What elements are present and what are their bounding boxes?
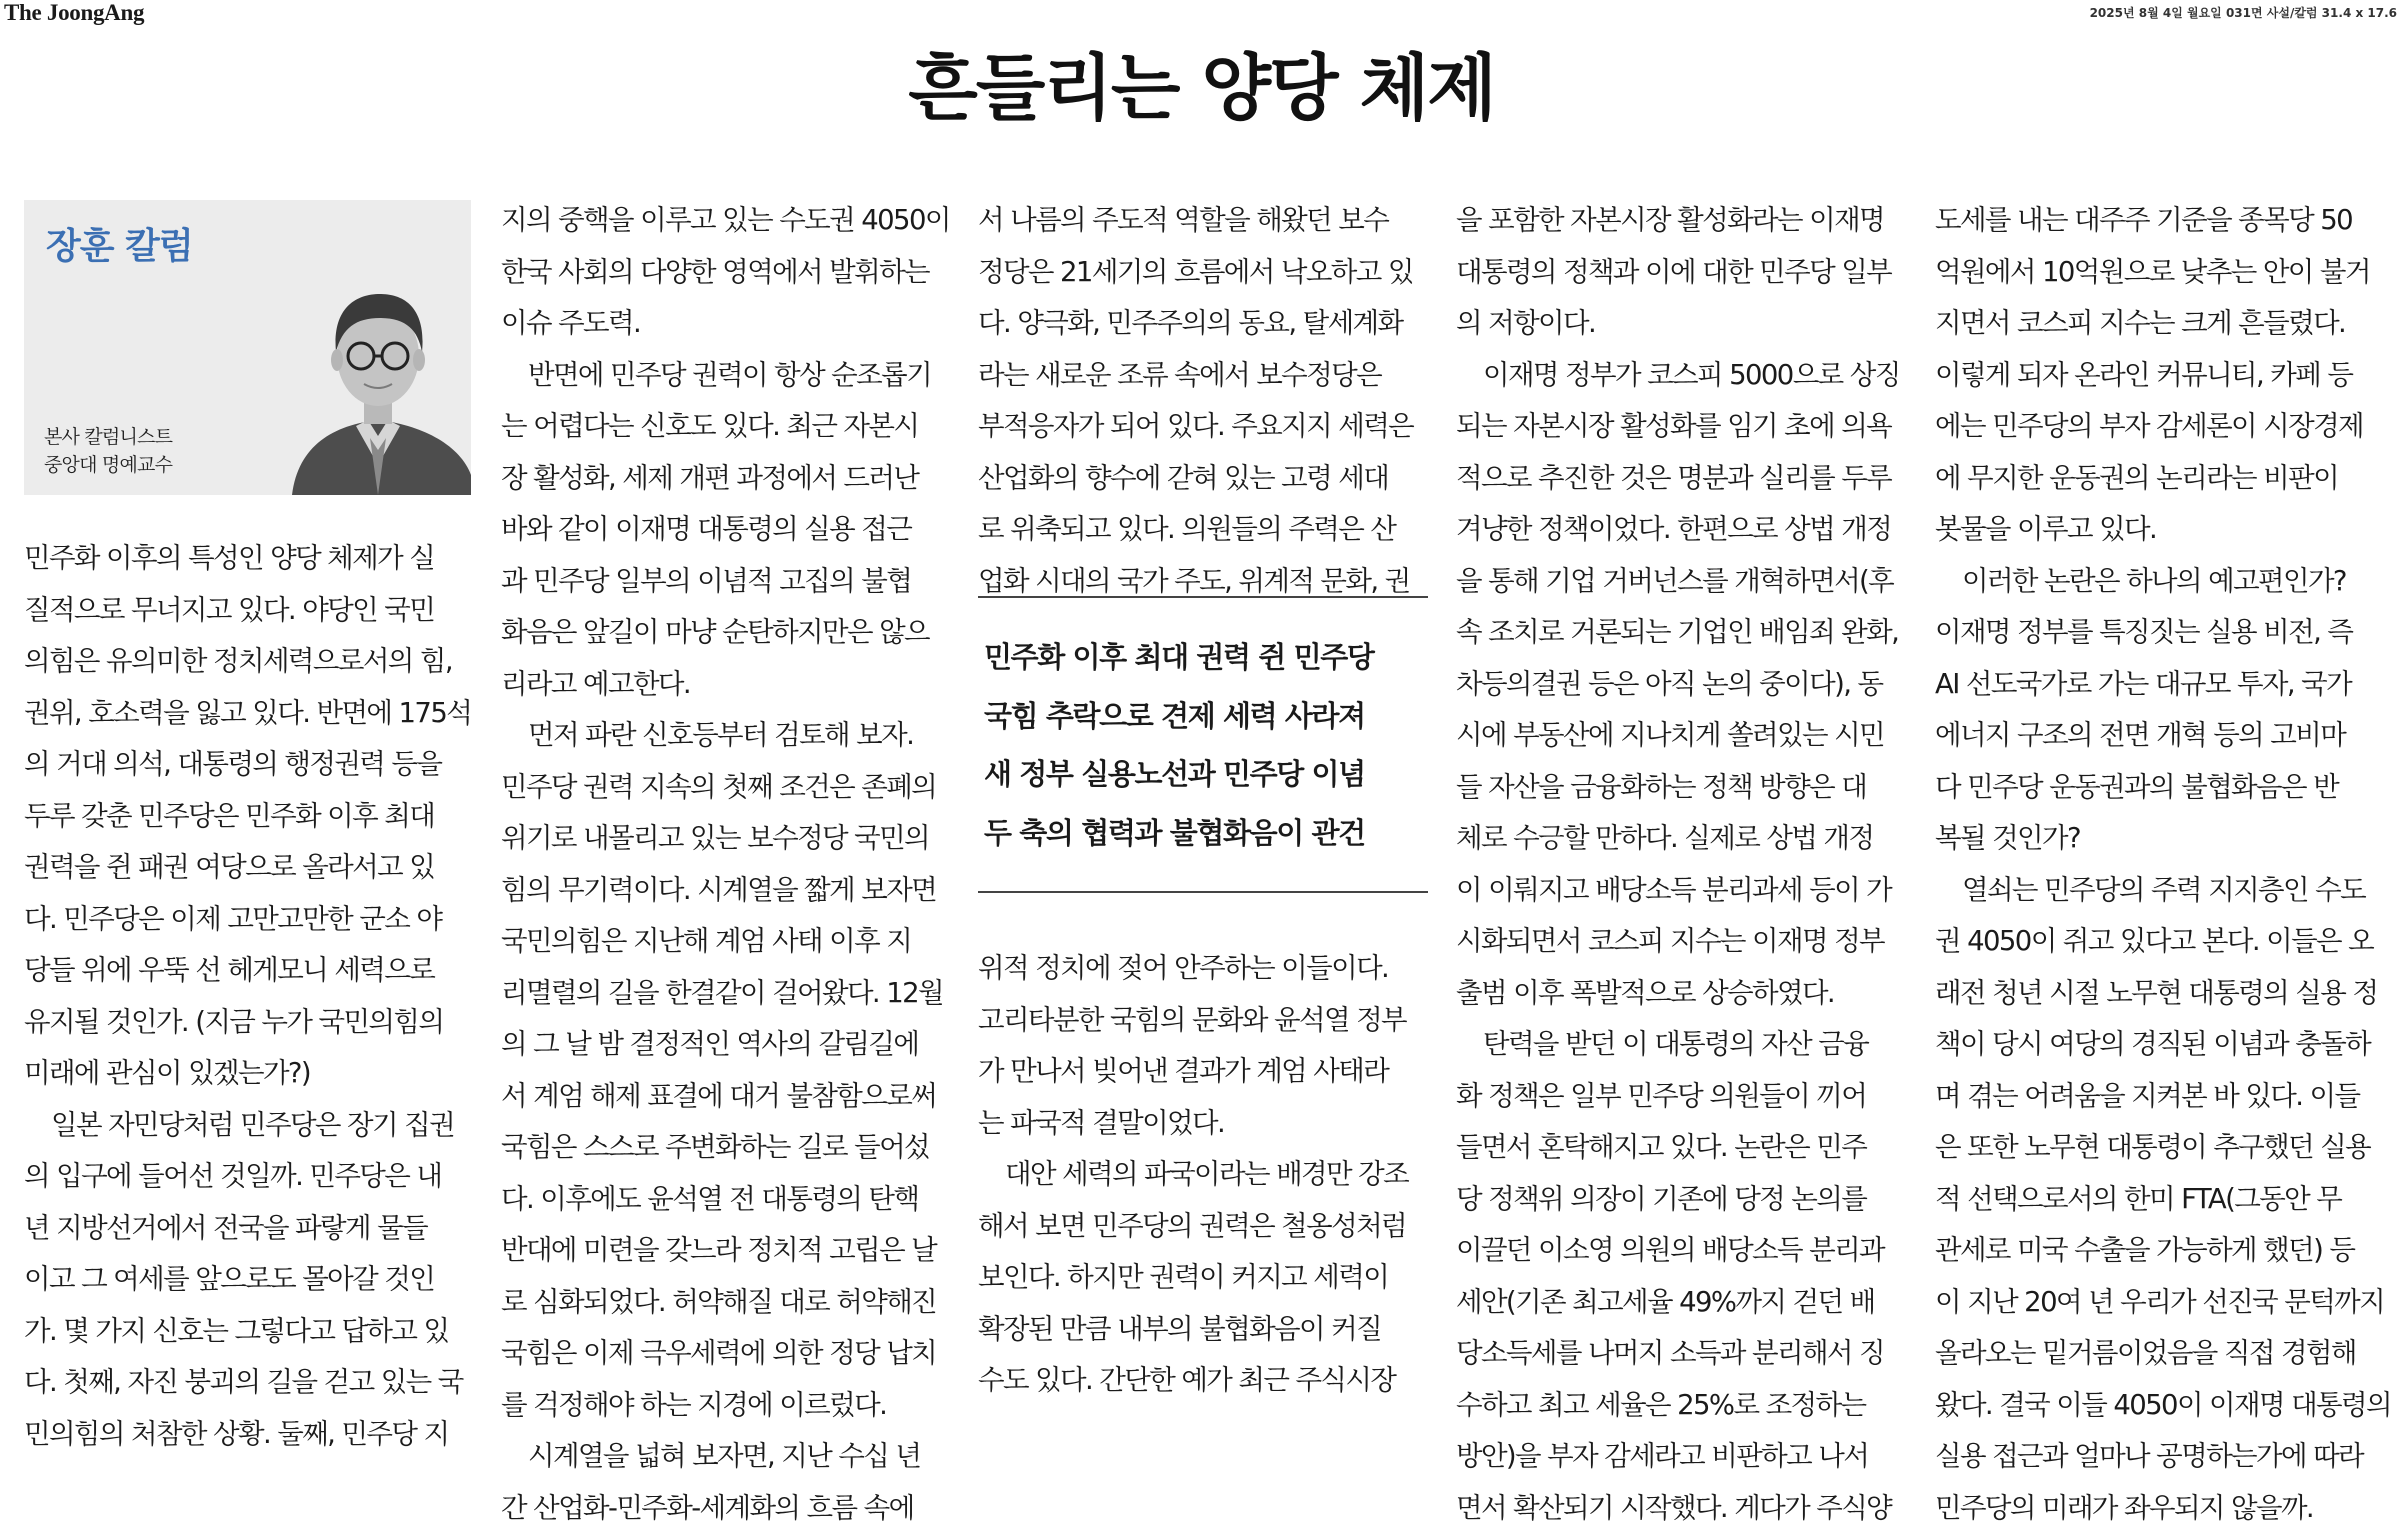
text-line: 복될 것인가?: [1935, 813, 2387, 865]
text-line: 지의 중핵을 이루고 있는 수도권 4050이: [501, 195, 953, 247]
text-line: 권위, 호소력을 잃고 있다. 반면에 175석: [24, 688, 474, 740]
text-line: 이슈 주도력.: [501, 298, 953, 350]
text-line: 적 선택으로서의 한미 FTA(그동안 무: [1935, 1174, 2387, 1226]
text-line: 방안)을 부자 감세라고 비판하고 나서: [1456, 1431, 1908, 1483]
text-line: 민의힘의 처참한 상황. 둘째, 민주당 지: [24, 1409, 474, 1461]
text-line: 위기로 내몰리고 있는 보수정당 국민의: [501, 813, 953, 865]
text-line: 들 자산을 금융화하는 정책 방향은 대: [1456, 762, 1908, 814]
text-line: 국힘은 이제 극우세력에 의한 정당 납치: [501, 1328, 953, 1380]
text-line: 에 무지한 운동권의 논리라는 비판이: [1935, 453, 2387, 505]
text-line: 서 계엄 해제 표결에 대거 불참함으로써: [501, 1071, 953, 1123]
text-line: 의힘은 유의미한 정치세력으로서의 힘,: [24, 636, 474, 688]
text-line: 권 4050이 쥐고 있다고 본다. 이들은 오: [1935, 916, 2387, 968]
text-line: 다. 양극화, 민주주의의 동요, 탈세계화: [978, 298, 1430, 350]
text-line: 대통령의 정책과 이에 대한 민주당 일부: [1456, 247, 1908, 299]
text-line: 로 위축되고 있다. 의원들의 주력은 산: [978, 504, 1430, 556]
text-line: 이고 그 여세를 앞으로도 몰아갈 것인: [24, 1254, 474, 1306]
text-line: 리멸렬의 길을 한결같이 걸어왔다. 12월: [501, 968, 953, 1020]
text-line: 세안(기존 최고세율 49%까지 걷던 배: [1456, 1277, 1908, 1329]
text-line: 의 거대 의석, 대통령의 행정권력 등을: [24, 739, 474, 791]
text-line: 이끌던 이소영 의원의 배당소득 분리과: [1456, 1225, 1908, 1277]
text-line: 시계열을 넓혀 보자면, 지난 수십 년: [501, 1431, 953, 1483]
text-line: 봇물을 이루고 있다.: [1935, 504, 2387, 556]
text-line: 의 저항이다.: [1456, 298, 1908, 350]
text-line: 억원에서 10억원으로 낮추는 안이 불거: [1935, 247, 2387, 299]
page-title: 흔들리는 양당 체제: [0, 38, 2403, 138]
text-line: 해서 보면 민주당의 권력은 철옹성처럼: [978, 1201, 1430, 1253]
article-column-2: [501, 195, 953, 1534]
text-line: 리라고 예고한다.: [501, 659, 953, 711]
text-line: 수하고 최고 세율은 25%로 조정하는: [1456, 1380, 1908, 1432]
text-line: 일본 자민당처럼 민주당은 장기 집권: [24, 1100, 474, 1152]
text-line: 차등의결권 등은 아직 논의 중이다), 동: [1456, 659, 1908, 711]
text-line: 에너지 구조의 전면 개혁 등의 고비마: [1935, 710, 2387, 762]
text-line: 두루 갖춘 민주당은 민주화 이후 최대: [24, 791, 474, 843]
text-line: 을 포함한 자본시장 활성화라는 이재명: [1456, 195, 1908, 247]
text-line: 미래에 관심이 있겠는가?): [24, 1048, 474, 1100]
text-line: 민주당 권력 지속의 첫째 조건은 존폐의: [501, 762, 953, 814]
text-line: 화음은 앞길이 마냥 순탄하지만은 않으: [501, 607, 953, 659]
pullquote-rule-top: [978, 596, 1428, 598]
pullquote-rule-bottom: [978, 891, 1428, 893]
text-line: 이재명 정부가 코스피 5000으로 상징: [1456, 350, 1908, 402]
text-line: 탄력을 받던 이 대통령의 자산 금융: [1456, 1019, 1908, 1071]
text-line: 힘의 무기력이다. 시계열을 짧게 보자면: [501, 865, 953, 917]
newspaper-logo: The JoongAng: [4, 0, 144, 26]
article-column-3-top: [978, 195, 1430, 607]
text-line: 국힘은 스스로 주변화하는 길로 들어섰: [501, 1122, 953, 1174]
article-column-5: [1935, 195, 2387, 1534]
text-line: 간 산업화-민주화-세계화의 흐름 속에: [501, 1483, 953, 1534]
pullquote-line: 국힘 추락으로 견제 세력 사라져: [984, 687, 1428, 746]
text-line: 고리타분한 국힘의 문화와 윤석열 정부: [978, 995, 1430, 1047]
text-line: 먼저 파란 신호등부터 검토해 보자.: [501, 710, 953, 762]
byline-box: [24, 200, 471, 495]
text-line: 지면서 코스피 지수는 크게 흔들렸다.: [1935, 298, 2387, 350]
pullquote-line: 두 축의 협력과 불협화음이 관건: [984, 804, 1428, 863]
text-line: AI 선도국가로 가는 대규모 투자, 국가: [1935, 659, 2387, 711]
text-line: 들면서 혼탁해지고 있다. 논란은 민주: [1456, 1122, 1908, 1174]
text-line: 보인다. 하지만 권력이 커지고 세력이: [978, 1252, 1430, 1304]
text-line: 다. 이후에도 윤석열 전 대통령의 탄핵: [501, 1174, 953, 1226]
author-portrait: [284, 260, 471, 495]
text-line: 면서 확산되기 시작했다. 게다가 주식양: [1456, 1483, 1908, 1534]
text-line: 열쇠는 민주당의 주력 지지층인 수도: [1935, 865, 2387, 917]
text-line: 에는 민주당의 부자 감세론이 시장경제: [1935, 401, 2387, 453]
text-line: 수도 있다. 간단한 예가 최근 주식시장: [978, 1355, 1430, 1407]
text-line: 도세를 내는 대주주 기준을 종목당 50: [1935, 195, 2387, 247]
text-line: 서 나름의 주도적 역할을 해왔던 보수: [978, 195, 1430, 247]
text-line: 래전 청년 시절 노무현 대통령의 실용 정: [1935, 968, 2387, 1020]
text-line: 권력을 쥔 패권 여당으로 올라서고 있: [24, 842, 474, 894]
text-line: 체로 수긍할 만하다. 실제로 상법 개정: [1456, 813, 1908, 865]
text-line: 반면에 민주당 권력이 항상 순조롭기: [501, 350, 953, 402]
text-line: 출범 이후 폭발적으로 상승하였다.: [1456, 968, 1908, 1020]
pullquote-line: 민주화 이후 최대 권력 쥔 민주당: [984, 628, 1428, 687]
text-line: 책이 당시 여당의 경직된 이념과 충돌하: [1935, 1019, 2387, 1071]
text-line: 며 겪는 어려움을 지켜본 바 있다. 이들: [1935, 1071, 2387, 1123]
text-line: 는 파국적 결말이었다.: [978, 1098, 1430, 1150]
text-line: 왔다. 결국 이들 4050이 이재명 대통령의: [1935, 1380, 2387, 1432]
article-column-3-bottom: [978, 943, 1430, 1407]
pullquote: [984, 628, 1428, 862]
text-line: 민주화 이후의 특성인 양당 체제가 실: [24, 533, 474, 585]
text-line: 확장된 만큼 내부의 불협화음이 커질: [978, 1304, 1430, 1356]
text-line: 화 정책은 일부 민주당 의원들이 끼어: [1456, 1071, 1908, 1123]
text-line: 은 또한 노무현 대통령이 추구했던 실용: [1935, 1122, 2387, 1174]
text-line: 이렇게 되자 온라인 커뮤니티, 카페 등: [1935, 350, 2387, 402]
text-line: 올라오는 밑거름이었음을 직접 경험해: [1935, 1328, 2387, 1380]
text-line: 당소득세를 나머지 소득과 분리해서 징: [1456, 1328, 1908, 1380]
text-line: 이 이뤄지고 배당소득 분리과세 등이 가: [1456, 865, 1908, 917]
text-line: 다. 첫째, 자진 붕괴의 길을 걷고 있는 국: [24, 1357, 474, 1409]
text-line: 속 조치로 거론되는 기업인 배임죄 완화,: [1456, 607, 1908, 659]
text-line: 년 지방선거에서 전국을 파랗게 물들: [24, 1203, 474, 1255]
text-line: 당 정책위 의장이 기존에 당정 논의를: [1456, 1174, 1908, 1226]
author-role: 본사 칼럼니스트: [44, 422, 172, 449]
text-line: 대안 세력의 파국이라는 배경만 강조: [978, 1149, 1430, 1201]
text-line: 시화되면서 코스피 지수는 이재명 정부: [1456, 916, 1908, 968]
text-line: 시에 부동산에 지나치게 쏠려있는 시민: [1456, 710, 1908, 762]
text-line: 가 만나서 빚어낸 결과가 계엄 사태라: [978, 1046, 1430, 1098]
text-line: 이러한 논란은 하나의 예고편인가?: [1935, 556, 2387, 608]
text-line: 장 활성화, 세제 개편 과정에서 드러난: [501, 453, 953, 505]
text-line: 이 지난 20여 년 우리가 선진국 문턱까지: [1935, 1277, 2387, 1329]
edition-info: 2025년 8월 4일 월요일 031면 사설/칼럼 31.4 x 17.6: [2090, 4, 2397, 21]
text-line: 라는 새로운 조류 속에서 보수정당은: [978, 350, 1430, 402]
text-line: 위적 정치에 젖어 안주하는 이들이다.: [978, 943, 1430, 995]
text-line: 을 통해 기업 거버넌스를 개혁하면서(후: [1456, 556, 1908, 608]
text-line: 관세로 미국 수출을 가능하게 했던) 등: [1935, 1225, 2387, 1277]
text-line: 국민의힘은 지난해 계엄 사태 이후 지: [501, 916, 953, 968]
text-line: 로 심화되었다. 허약해질 대로 허약해진: [501, 1277, 953, 1329]
column-title: 장훈 칼럼: [46, 218, 193, 269]
text-line: 다 민주당 운동권과의 불협화음은 반: [1935, 762, 2387, 814]
text-line: 산업화의 향수에 갇혀 있는 고령 세대: [978, 453, 1430, 505]
text-line: 업화 시대의 국가 주도, 위계적 문화, 권: [978, 556, 1430, 608]
text-line: 이재명 정부를 특징짓는 실용 비전, 즉: [1935, 607, 2387, 659]
text-line: 정당은 21세기의 흐름에서 낙오하고 있: [978, 247, 1430, 299]
text-line: 한국 사회의 다양한 영역에서 발휘하는: [501, 247, 953, 299]
text-line: 민주당의 미래가 좌우되지 않을까.: [1935, 1483, 2387, 1534]
pullquote-line: 새 정부 실용노선과 민주당 이념: [984, 745, 1428, 804]
text-line: 적으로 추진한 것은 명분과 실리를 두루: [1456, 453, 1908, 505]
article-column-4: [1456, 195, 1908, 1534]
text-line: 유지될 것인가. (지금 누가 국민의힘의: [24, 997, 474, 1049]
text-line: 의 입구에 들어선 것일까. 민주당은 내: [24, 1151, 474, 1203]
text-line: 되는 자본시장 활성화를 임기 초에 의욕: [1456, 401, 1908, 453]
text-line: 를 걱정해야 하는 지경에 이르렀다.: [501, 1380, 953, 1432]
article-column-1: [24, 533, 474, 1460]
text-line: 실용 접근과 얼마나 공명하는가에 따라: [1935, 1431, 2387, 1483]
text-line: 는 어렵다는 신호도 있다. 최근 자본시: [501, 401, 953, 453]
text-line: 과 민주당 일부의 이념적 고집의 불협: [501, 556, 953, 608]
text-line: 의 그 날 밤 결정적인 역사의 갈림길에: [501, 1019, 953, 1071]
text-line: 부적응자가 되어 있다. 주요지지 세력은: [978, 401, 1430, 453]
text-line: 당들 위에 우뚝 선 헤게모니 세력으로: [24, 945, 474, 997]
text-line: 질적으로 무너지고 있다. 야당인 국민: [24, 585, 474, 637]
text-line: 다. 민주당은 이제 고만고만한 군소 야: [24, 894, 474, 946]
text-line: 겨냥한 정책이었다. 한편으로 상법 개정: [1456, 504, 1908, 556]
author-affiliation: 중앙대 명예교수: [44, 450, 172, 477]
text-line: 가. 몇 가지 신호는 그렇다고 답하고 있: [24, 1306, 474, 1358]
text-line: 바와 같이 이재명 대통령의 실용 접근: [501, 504, 953, 556]
text-line: 반대에 미련을 갖느라 정치적 고립은 날: [501, 1225, 953, 1277]
